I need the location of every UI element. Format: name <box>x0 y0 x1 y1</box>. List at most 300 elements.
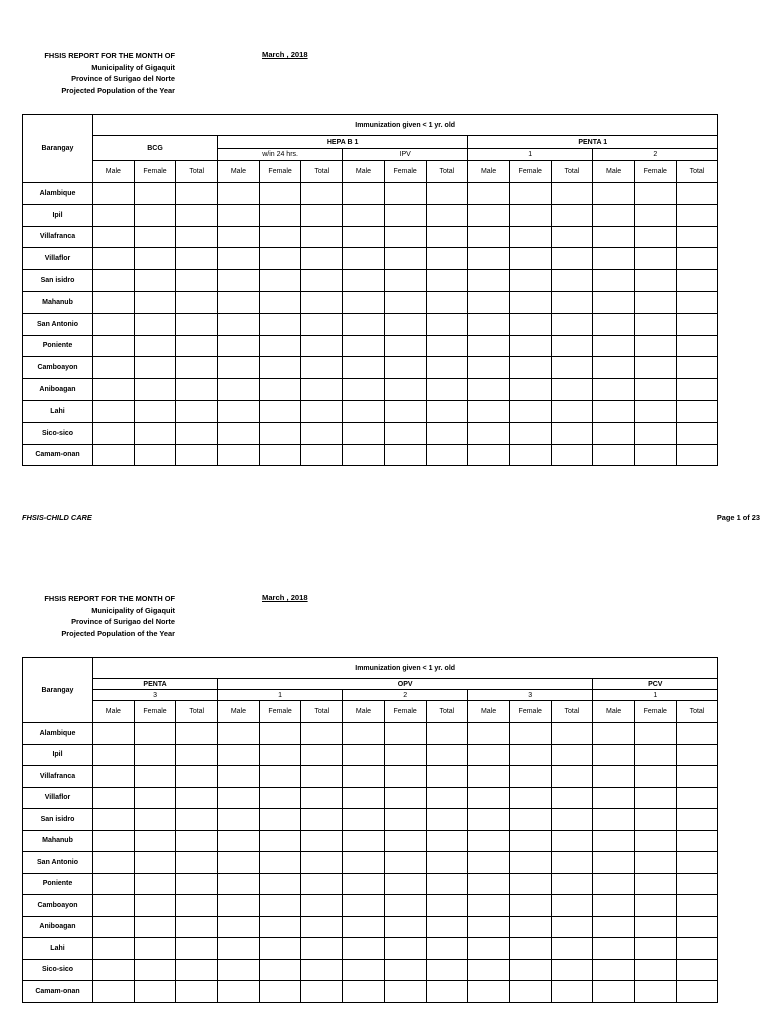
data-cell <box>176 766 218 788</box>
data-cell <box>509 895 551 917</box>
table-row <box>23 335 718 357</box>
data-cell <box>134 357 176 379</box>
data-cell <box>634 204 676 226</box>
data-cell <box>259 379 301 401</box>
data-cell <box>93 873 135 895</box>
data-cell <box>301 723 343 745</box>
data-cell <box>551 744 593 766</box>
data-cell <box>176 723 218 745</box>
report-title: FHSIS REPORT FOR THE MONTH OF <box>44 594 175 603</box>
mft-header: Male <box>593 161 635 183</box>
data-cell <box>343 335 385 357</box>
data-cell <box>134 895 176 917</box>
penta-dose-3: 3 <box>93 690 218 701</box>
data-cell <box>426 226 468 248</box>
data-cell <box>259 916 301 938</box>
data-cell <box>426 852 468 874</box>
data-cell <box>384 852 426 874</box>
mft-header: Female <box>134 161 176 183</box>
data-cell <box>676 766 718 788</box>
data-cell <box>593 444 635 466</box>
data-cell <box>176 183 218 205</box>
barangay-name: Villafranca <box>23 766 93 788</box>
data-cell <box>384 379 426 401</box>
table-row <box>23 357 718 379</box>
data-cell <box>218 744 260 766</box>
data-cell <box>384 938 426 960</box>
data-cell <box>301 809 343 831</box>
data-cell <box>509 723 551 745</box>
barangay-name: San isidro <box>23 809 93 831</box>
data-cell <box>301 873 343 895</box>
data-cell <box>509 744 551 766</box>
data-cell <box>218 938 260 960</box>
data-cell <box>343 400 385 422</box>
data-cell <box>634 313 676 335</box>
data-cell <box>509 313 551 335</box>
data-cell <box>134 938 176 960</box>
data-cell <box>93 183 135 205</box>
data-cell <box>301 422 343 444</box>
data-cell <box>218 830 260 852</box>
data-cell <box>301 357 343 379</box>
projected-population: Projected Population of the Year <box>61 628 175 638</box>
data-cell <box>468 787 510 809</box>
data-cell <box>551 379 593 401</box>
data-cell <box>93 916 135 938</box>
data-cell <box>134 291 176 313</box>
data-cell <box>218 787 260 809</box>
data-cell <box>384 226 426 248</box>
table-row <box>23 766 718 788</box>
footer-label: FHSIS-CHILD CARE <box>22 513 92 522</box>
data-cell <box>384 270 426 292</box>
data-cell <box>468 270 510 292</box>
report-header-1 <box>30 50 175 96</box>
data-cell <box>176 444 218 466</box>
data-cell <box>301 204 343 226</box>
data-cell <box>301 830 343 852</box>
data-cell <box>134 313 176 335</box>
data-cell <box>676 852 718 874</box>
data-cell <box>176 357 218 379</box>
data-cell <box>593 766 635 788</box>
data-cell <box>468 981 510 1003</box>
data-cell <box>426 444 468 466</box>
data-cell <box>593 873 635 895</box>
data-cell <box>384 291 426 313</box>
data-cell <box>343 291 385 313</box>
data-cell <box>218 959 260 981</box>
data-cell <box>218 270 260 292</box>
table-row <box>23 938 718 960</box>
data-cell <box>509 959 551 981</box>
data-cell <box>384 248 426 270</box>
data-cell <box>343 313 385 335</box>
mft-header: Male <box>468 161 510 183</box>
data-cell <box>384 916 426 938</box>
data-cell <box>426 938 468 960</box>
data-cell <box>634 830 676 852</box>
table-row <box>23 444 718 466</box>
data-cell <box>593 787 635 809</box>
page-number: Page 1 of 23 <box>716 513 760 522</box>
data-cell <box>301 959 343 981</box>
data-cell <box>259 830 301 852</box>
data-cell <box>301 444 343 466</box>
data-cell <box>301 379 343 401</box>
barangay-header: Barangay <box>23 115 93 183</box>
barangay-name: Aniboagan <box>23 916 93 938</box>
data-cell <box>301 895 343 917</box>
data-cell <box>134 183 176 205</box>
data-cell <box>593 379 635 401</box>
data-cell <box>384 313 426 335</box>
data-cell <box>593 313 635 335</box>
data-cell <box>301 248 343 270</box>
barangay-name: Camboayon <box>23 357 93 379</box>
data-cell <box>343 444 385 466</box>
barangay-name: Villaflor <box>23 248 93 270</box>
mft-header: Total <box>551 161 593 183</box>
data-cell <box>468 204 510 226</box>
data-cell <box>509 981 551 1003</box>
data-cell <box>343 852 385 874</box>
data-cell <box>676 400 718 422</box>
data-cell <box>634 744 676 766</box>
data-cell <box>384 809 426 831</box>
data-cell <box>468 766 510 788</box>
data-cell <box>218 357 260 379</box>
data-cell <box>384 981 426 1003</box>
data-cell <box>134 400 176 422</box>
data-cell <box>384 830 426 852</box>
data-cell <box>634 248 676 270</box>
data-cell <box>593 335 635 357</box>
data-cell <box>509 335 551 357</box>
data-cell <box>676 981 718 1003</box>
data-cell <box>259 938 301 960</box>
province: Province of Surigao del Norte <box>71 617 175 626</box>
table-row <box>23 226 718 248</box>
data-cell <box>259 183 301 205</box>
report-header-2 <box>30 593 175 639</box>
data-cell <box>343 226 385 248</box>
barangay-name: Alambique <box>23 183 93 205</box>
data-cell <box>426 291 468 313</box>
data-cell <box>551 335 593 357</box>
data-cell <box>676 787 718 809</box>
data-cell <box>426 787 468 809</box>
data-cell <box>426 830 468 852</box>
data-cell <box>343 766 385 788</box>
data-cell <box>551 981 593 1003</box>
data-cell <box>426 809 468 831</box>
data-cell <box>551 291 593 313</box>
data-cell <box>218 400 260 422</box>
data-cell <box>384 895 426 917</box>
data-cell <box>634 400 676 422</box>
mft-header: Female <box>384 701 426 723</box>
data-cell <box>343 270 385 292</box>
data-cell <box>509 852 551 874</box>
data-cell <box>176 313 218 335</box>
data-cell <box>384 873 426 895</box>
data-cell <box>134 981 176 1003</box>
data-cell <box>676 379 718 401</box>
immunization-table-2 <box>22 657 718 1003</box>
barangay-name: Villafranca <box>23 226 93 248</box>
data-cell <box>134 444 176 466</box>
data-cell <box>134 787 176 809</box>
data-cell <box>218 313 260 335</box>
data-cell <box>676 809 718 831</box>
data-cell <box>468 226 510 248</box>
mft-header: Male <box>593 701 635 723</box>
barangay-name: Alambique <box>23 723 93 745</box>
data-cell <box>634 291 676 313</box>
data-cell <box>218 335 260 357</box>
data-cell <box>259 313 301 335</box>
data-cell <box>551 248 593 270</box>
data-cell <box>301 400 343 422</box>
data-cell <box>551 723 593 745</box>
data-cell <box>93 422 135 444</box>
data-cell <box>676 744 718 766</box>
data-cell <box>468 959 510 981</box>
municipality: Municipality of Gigaquit <box>91 605 175 615</box>
table-row <box>23 959 718 981</box>
report-title: FHSIS REPORT FOR THE MONTH OF <box>44 51 175 60</box>
data-cell <box>259 291 301 313</box>
data-cell <box>676 291 718 313</box>
data-cell <box>218 291 260 313</box>
data-cell <box>176 270 218 292</box>
data-cell <box>384 787 426 809</box>
data-cell <box>134 226 176 248</box>
data-cell <box>551 226 593 248</box>
data-cell <box>509 916 551 938</box>
barangay-name: San Antonio <box>23 313 93 335</box>
data-cell <box>676 335 718 357</box>
immunization-title: Immunization given < 1 yr. old <box>93 115 718 136</box>
data-cell <box>426 400 468 422</box>
penta-dose-1: 1 <box>468 149 593 161</box>
table-row <box>23 379 718 401</box>
table-row <box>23 422 718 444</box>
data-cell <box>468 938 510 960</box>
mft-header: Female <box>259 701 301 723</box>
data-cell <box>509 204 551 226</box>
table-row <box>23 270 718 292</box>
data-cell <box>93 444 135 466</box>
data-cell <box>551 938 593 960</box>
table-row <box>23 830 718 852</box>
immunization-title: Immunization given < 1 yr. old <box>93 658 718 679</box>
data-cell <box>593 852 635 874</box>
data-cell <box>551 787 593 809</box>
data-cell <box>593 744 635 766</box>
barangay-name: Camam-onan <box>23 981 93 1003</box>
data-cell <box>176 291 218 313</box>
data-cell <box>509 809 551 831</box>
table-row <box>23 204 718 226</box>
data-cell <box>301 787 343 809</box>
data-cell <box>343 916 385 938</box>
data-cell <box>176 787 218 809</box>
data-cell <box>218 809 260 831</box>
data-cell <box>343 938 385 960</box>
data-cell <box>593 357 635 379</box>
data-cell <box>676 916 718 938</box>
data-cell <box>218 873 260 895</box>
data-cell <box>468 183 510 205</box>
data-cell <box>426 744 468 766</box>
table-row <box>23 723 718 745</box>
report-month: March , 2018 <box>262 593 308 602</box>
data-cell <box>134 852 176 874</box>
data-cell <box>176 204 218 226</box>
data-cell <box>343 744 385 766</box>
data-cell <box>176 422 218 444</box>
province: Province of Surigao del Norte <box>71 74 175 83</box>
data-cell <box>676 313 718 335</box>
data-cell <box>426 873 468 895</box>
data-cell <box>468 723 510 745</box>
data-cell <box>509 379 551 401</box>
mft-header: Total <box>426 701 468 723</box>
data-cell <box>426 723 468 745</box>
data-cell <box>593 809 635 831</box>
data-cell <box>634 938 676 960</box>
data-cell <box>593 938 635 960</box>
bcg-header: BCG <box>93 136 218 161</box>
data-cell <box>384 766 426 788</box>
data-cell <box>93 787 135 809</box>
municipality: Municipality of Gigaquit <box>91 62 175 72</box>
data-cell <box>551 916 593 938</box>
data-cell <box>218 852 260 874</box>
barangay-name: Villaflor <box>23 787 93 809</box>
data-cell <box>593 723 635 745</box>
data-cell <box>134 204 176 226</box>
data-cell <box>468 895 510 917</box>
data-cell <box>384 444 426 466</box>
data-cell <box>551 959 593 981</box>
data-cell <box>176 335 218 357</box>
data-cell <box>468 744 510 766</box>
data-cell <box>93 959 135 981</box>
immunization-table-1 <box>22 114 718 466</box>
data-cell <box>468 248 510 270</box>
data-cell <box>259 335 301 357</box>
data-cell <box>426 183 468 205</box>
data-cell <box>176 873 218 895</box>
data-cell <box>343 379 385 401</box>
data-cell <box>176 379 218 401</box>
table-row <box>23 787 718 809</box>
data-cell <box>468 379 510 401</box>
barangay-name: Lahi <box>23 400 93 422</box>
data-cell <box>593 916 635 938</box>
data-cell <box>509 830 551 852</box>
data-cell <box>468 313 510 335</box>
data-cell <box>343 183 385 205</box>
table-row <box>23 809 718 831</box>
ipv-header: IPV <box>343 149 468 161</box>
data-cell <box>93 938 135 960</box>
data-cell <box>218 916 260 938</box>
data-cell <box>301 981 343 1003</box>
data-cell <box>468 852 510 874</box>
data-cell <box>384 335 426 357</box>
data-cell <box>634 809 676 831</box>
table-row <box>23 291 718 313</box>
data-cell <box>301 183 343 205</box>
data-cell <box>551 852 593 874</box>
data-cell <box>468 357 510 379</box>
mft-header: Female <box>259 161 301 183</box>
data-cell <box>384 204 426 226</box>
data-cell <box>634 723 676 745</box>
table-row <box>23 916 718 938</box>
data-cell <box>384 357 426 379</box>
data-cell <box>384 959 426 981</box>
data-cell <box>468 809 510 831</box>
data-cell <box>259 787 301 809</box>
data-cell <box>343 248 385 270</box>
table-row <box>23 248 718 270</box>
data-cell <box>509 938 551 960</box>
data-cell <box>509 873 551 895</box>
data-cell <box>384 400 426 422</box>
data-cell <box>301 744 343 766</box>
barangay-name: San isidro <box>23 270 93 292</box>
table-row <box>23 744 718 766</box>
data-cell <box>551 270 593 292</box>
data-cell <box>384 723 426 745</box>
data-cell <box>259 809 301 831</box>
data-cell <box>593 226 635 248</box>
data-cell <box>426 313 468 335</box>
data-cell <box>509 270 551 292</box>
data-cell <box>634 379 676 401</box>
data-cell <box>593 422 635 444</box>
data-cell <box>93 291 135 313</box>
data-cell <box>259 981 301 1003</box>
data-cell <box>134 379 176 401</box>
data-cell <box>259 959 301 981</box>
data-cell <box>134 335 176 357</box>
table-row <box>23 400 718 422</box>
opv-dose-2: 2 <box>343 690 468 701</box>
data-cell <box>634 766 676 788</box>
data-cell <box>634 959 676 981</box>
data-cell <box>426 270 468 292</box>
projected-population: Projected Population of the Year <box>61 85 175 95</box>
data-cell <box>93 357 135 379</box>
data-cell <box>93 723 135 745</box>
barangay-name: Aniboagan <box>23 379 93 401</box>
data-cell <box>634 852 676 874</box>
data-cell <box>634 226 676 248</box>
data-cell <box>426 379 468 401</box>
data-cell <box>343 809 385 831</box>
mft-header: Male <box>343 161 385 183</box>
data-cell <box>426 357 468 379</box>
data-cell <box>634 422 676 444</box>
barangay-name: Sico-sico <box>23 422 93 444</box>
